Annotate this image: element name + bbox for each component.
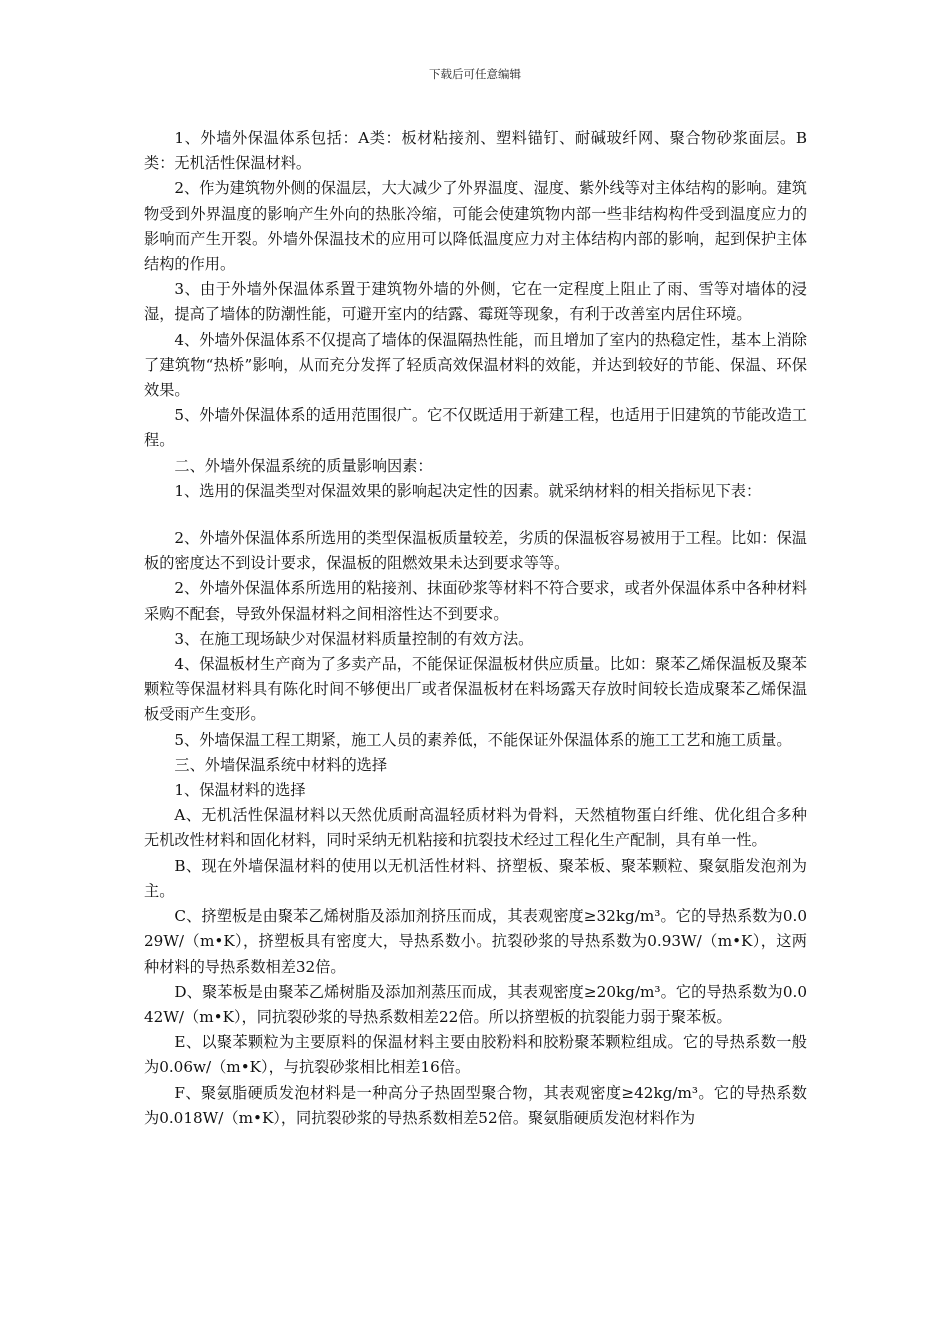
- section-heading-2: 二、外墙外保温系统的质量影响因素：: [174, 456, 433, 475]
- page-header: 下载后可任意编辑: [429, 67, 521, 81]
- paragraph-d: D、聚苯板是由聚苯乙烯树脂及添加剂蒸压而成，其表观密度≥20kg/m³。它的导热系数为0.042W/（m•K），同抗裂砂浆的导热系数相差22倍。所以挤塑板的抗裂能力弱于聚苯板。: [144, 982, 807, 1026]
- paragraph-1: 1、外墙外保温体系包括：A类：板材粘接剂、塑料锚钉、耐碱玻纤网、聚合物砂浆面层。B类：无机活性保温材料。: [144, 129, 807, 173]
- paragraph-8: 2、外墙外保温体系所选用的粘接剂、抹面砂浆等材料不符合要求，或者外保温体系中各种材料采购不配套，导致外保温材料之间相溶性达不到要求。: [144, 579, 807, 623]
- paragraph-2: 2、作为建筑物外侧的保温层，大大减少了外界温度、湿度、紫外线等对主体结构的影响。建筑物受到外界温度的影响产生外向的热胀冷缩，可能会使建筑物内部一些非结构构件受到温度应力的影响而产生开裂。外墙外保温技术的应用可以降低温度应力对主体结构内部的影响，起到保护主体结构的作用。: [144, 179, 807, 274]
- paragraph-c: C、挤塑板是由聚苯乙烯树脂及添加剂挤压而成，其表观密度≥32kg/m³。它的导热系数为0.029W/（m•K），挤塑板具有密度大，导热系数小。抗裂砂浆的导热系数为0.93W/（m•K），这两种材料的导热系数相差32倍。: [144, 907, 807, 976]
- paragraph-5: 5、外墙外保温体系的适用范围很广。它不仅既适用于新建工程，也适用于旧建筑的节能改造工程。: [144, 406, 807, 450]
- paragraph-e: E、以聚苯颗粒为主要原料的保温材料主要由胶粉料和胶粉聚苯颗粒组成。它的导热系数一般为0.06w/（m•K），与抗裂砂浆相比相差16倍。: [144, 1033, 807, 1077]
- table-placeholder-gap: [144, 504, 807, 526]
- document-body: [144, 126, 807, 1131]
- paragraph-9: 3、在施工现场缺少对保温材料质量控制的有效方法。: [174, 629, 534, 648]
- paragraph-7: 2、外墙外保温体系所选用的类型保温板质量较差，劣质的保温板容易被用于工程。比如：保温板的密度达不到设计要求，保温板的阻燃效果未达到要求等等。: [144, 529, 807, 573]
- paragraph-4: 4、外墙外保温体系不仅提高了墙体的保温隔热性能，而且增加了室内的热稳定性，基本上消除了建筑物“热桥”影响，从而充分发挥了轻质高效保温材料的效能，并达到较好的节能、保温、环保效果。: [144, 330, 807, 400]
- paragraph-10: 4、保温板材生产商为了多卖产品，不能保证保温板材供应质量。比如：聚苯乙烯保温板及聚苯颗粒等保温材料具有陈化时间不够便出厂或者保温板材在料场露天存放时间较长造成聚苯乙烯保温板受雨产生变形。: [144, 655, 807, 724]
- paragraph-11: 5、外墙保温工程工期紧，施工人员的素养低，不能保证外保温体系的施工工艺和施工质量。: [174, 730, 792, 749]
- paragraph-3: 3、由于外墙外保温体系置于建筑物外墙的外侧，它在一定程度上阻止了雨、雪等对墙体的浸湿，提高了墙体的防潮性能，可避开室内的结露、霉斑等现象，有利于改善室内居住环境。: [144, 280, 807, 324]
- paragraph-a: A、无机活性保温材料以天然优质耐高温轻质材料为骨料，天然植物蛋白纤维、优化组合多种无机改性材料和固化材料，同时采纳无机粘接和抗裂技术经过工程化生产配制，具有单一性。: [144, 806, 807, 850]
- paragraph-f: F、聚氨脂硬质发泡材料是一种高分子热固型聚合物，其表观密度≥42kg/m³。它的导热系数为0.018W/（m•K），同抗裂砂浆的导热系数相差52倍。聚氨脂硬质发泡材料作为: [144, 1083, 807, 1127]
- subsection-heading-1: 1、保温材料的选择: [174, 781, 306, 800]
- paragraph-6: 1、选用的保温类型对保温效果的影响起决定性的因素。就采纳材料的相关指标见下表：: [174, 481, 762, 500]
- paragraph-b: B、现在外墙保温材料的使用以无机活性材料、挤塑板、聚苯板、聚苯颗粒、聚氨脂发泡剂为主。: [144, 856, 807, 900]
- section-heading-3: 三、外墙保温系统中材料的选择: [174, 755, 388, 774]
